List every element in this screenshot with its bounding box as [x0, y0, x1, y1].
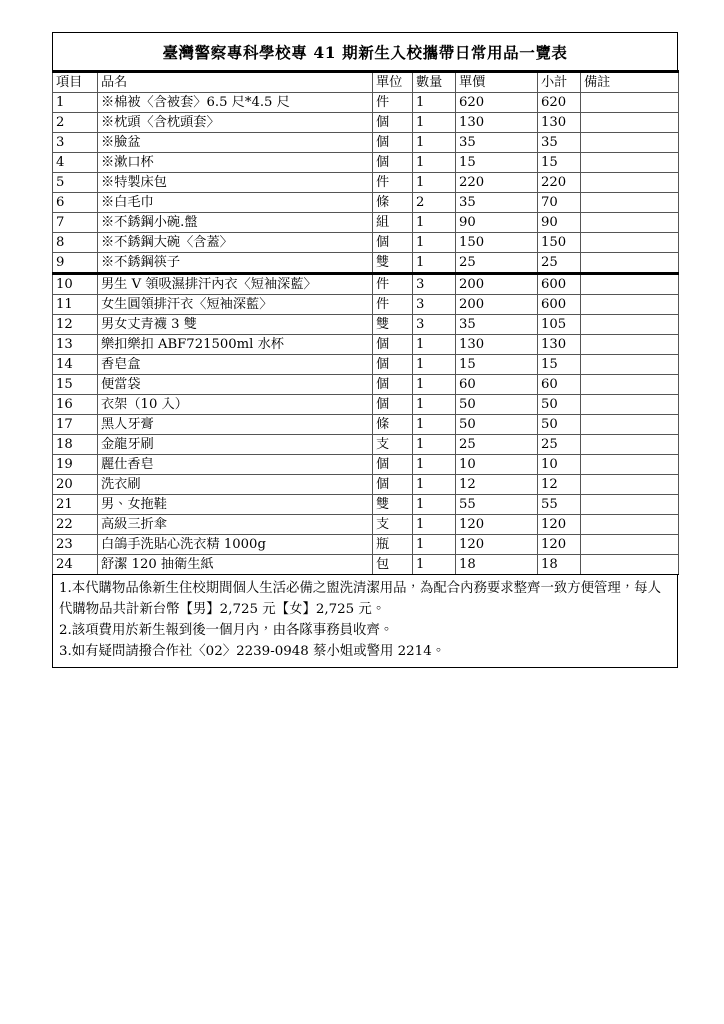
cell-unit: 個: [373, 133, 413, 153]
cell-unit: 個: [373, 375, 413, 395]
cell-subtotal: 18: [538, 555, 581, 575]
cell-unit: 支: [373, 435, 413, 455]
cell-name: ※白毛巾: [98, 193, 373, 213]
table-row: [53, 253, 679, 274]
table-row: [53, 93, 679, 113]
cell-note: [581, 193, 679, 213]
cell-note: [581, 93, 679, 113]
cell-name: 金龍牙刷: [98, 435, 373, 455]
cell-qty: 1: [413, 133, 456, 153]
cell-price: 15: [456, 153, 538, 173]
cell-unit: 個: [373, 335, 413, 355]
table-row: [53, 355, 679, 375]
table-row: [53, 515, 679, 535]
cell-name: ※枕頭〈含枕頭套〉: [98, 113, 373, 133]
cell-subtotal: 130: [538, 335, 581, 355]
cell-note: [581, 415, 679, 435]
cell-name: 麗仕香皂: [98, 455, 373, 475]
table-row: [53, 395, 679, 415]
cell-no: 21: [53, 495, 98, 515]
header-cell-price: 單價: [456, 72, 538, 93]
cell-subtotal: 600: [538, 274, 581, 295]
cell-price: 18: [456, 555, 538, 575]
cell-qty: 3: [413, 295, 456, 315]
table-row: [53, 315, 679, 335]
cell-unit: 條: [373, 193, 413, 213]
cell-price: 35: [456, 193, 538, 213]
document-page: [52, 32, 678, 668]
cell-note: [581, 395, 679, 415]
cell-subtotal: 15: [538, 355, 581, 375]
cell-price: 35: [456, 315, 538, 335]
cell-price: 620: [456, 93, 538, 113]
cell-note: [581, 295, 679, 315]
cell-no: 13: [53, 335, 98, 355]
cell-name: 香皂盒: [98, 355, 373, 375]
cell-subtotal: 90: [538, 213, 581, 233]
cell-note: [581, 133, 679, 153]
cell-qty: 2: [413, 193, 456, 213]
cell-unit: 個: [373, 233, 413, 253]
cell-no: 12: [53, 315, 98, 335]
cell-name: ※不銹鋼小碗.盤: [98, 213, 373, 233]
table-row: [53, 295, 679, 315]
table-row: [53, 535, 679, 555]
cell-price: 130: [456, 335, 538, 355]
cell-unit: 條: [373, 415, 413, 435]
cell-unit: 雙: [373, 253, 413, 274]
cell-note: [581, 335, 679, 355]
cell-qty: 1: [413, 435, 456, 455]
cell-unit: 瓶: [373, 535, 413, 555]
cell-unit: 件: [373, 173, 413, 193]
cell-qty: 1: [413, 495, 456, 515]
cell-qty: 1: [413, 113, 456, 133]
cell-qty: 3: [413, 274, 456, 295]
cell-unit: 件: [373, 274, 413, 295]
cell-qty: 1: [413, 455, 456, 475]
cell-no: 8: [53, 233, 98, 253]
page-title: 臺灣警察專科學校專 41 期新生入校攜帶日常用品一覽表: [162, 42, 568, 62]
cell-price: 35: [456, 133, 538, 153]
cell-qty: 1: [413, 515, 456, 535]
table-row: [53, 495, 679, 515]
cell-no: 9: [53, 253, 98, 274]
cell-price: 120: [456, 515, 538, 535]
cell-no: 15: [53, 375, 98, 395]
table-row: [53, 415, 679, 435]
table-row: [53, 193, 679, 213]
cell-name: 黑人牙膏: [98, 415, 373, 435]
cell-no: 14: [53, 355, 98, 375]
table-row: [53, 435, 679, 455]
cell-subtotal: 50: [538, 395, 581, 415]
cell-note: [581, 495, 679, 515]
cell-unit: 件: [373, 93, 413, 113]
cell-unit: 組: [373, 213, 413, 233]
cell-no: 10: [53, 274, 98, 295]
cell-no: 6: [53, 193, 98, 213]
cell-name: ※漱口杯: [98, 153, 373, 173]
cell-name: 衣架（10 入）: [98, 395, 373, 415]
cell-price: 50: [456, 395, 538, 415]
cell-no: 11: [53, 295, 98, 315]
cell-name: 男、女拖鞋: [98, 495, 373, 515]
document-title-band: [52, 32, 678, 70]
table-header-row: [53, 72, 679, 93]
cell-qty: 1: [413, 355, 456, 375]
cell-no: 4: [53, 153, 98, 173]
cell-price: 60: [456, 375, 538, 395]
cell-note: [581, 253, 679, 274]
cell-price: 150: [456, 233, 538, 253]
cell-qty: 1: [413, 535, 456, 555]
note-line-3: 3.如有疑問請撥合作社〈02〉2239-0948 蔡小姐或警用 2214。: [59, 644, 446, 659]
table-row: [53, 274, 679, 295]
cell-price: 200: [456, 295, 538, 315]
cell-name: 舒潔 120 抽衛生紙: [98, 555, 373, 575]
table-row: [53, 375, 679, 395]
cell-subtotal: 12: [538, 475, 581, 495]
cell-price: 220: [456, 173, 538, 193]
cell-unit: 個: [373, 113, 413, 133]
cell-price: 15: [456, 355, 538, 375]
cell-name: 女生圓領排汗衣〈短袖深藍〉: [98, 295, 373, 315]
cell-name: 高級三折傘: [98, 515, 373, 535]
table-row: [53, 455, 679, 475]
cell-name: 樂扣樂扣 ABF721500ml 水杯: [98, 335, 373, 355]
cell-note: [581, 455, 679, 475]
cell-note: [581, 375, 679, 395]
cell-note: [581, 173, 679, 193]
cell-price: 200: [456, 274, 538, 295]
header-cell-unit: 單位: [373, 72, 413, 93]
cell-subtotal: 70: [538, 193, 581, 213]
cell-price: 25: [456, 435, 538, 455]
cell-subtotal: 50: [538, 415, 581, 435]
cell-price: 90: [456, 213, 538, 233]
cell-qty: 1: [413, 555, 456, 575]
cell-unit: 件: [373, 295, 413, 315]
cell-name: 白鴿手洗貼心洗衣精 1000g: [98, 535, 373, 555]
cell-no: 5: [53, 173, 98, 193]
table-row: [53, 133, 679, 153]
cell-qty: 1: [413, 415, 456, 435]
cell-subtotal: 600: [538, 295, 581, 315]
cell-subtotal: 15: [538, 153, 581, 173]
cell-unit: 個: [373, 475, 413, 495]
cell-name: 男生 V 領吸濕排汗內衣〈短袖深藍〉: [98, 274, 373, 295]
cell-subtotal: 35: [538, 133, 581, 153]
cell-name: ※棉被〈含被套〉6.5 尺*4.5 尺: [98, 93, 373, 113]
cell-note: [581, 274, 679, 295]
cell-note: [581, 515, 679, 535]
cell-qty: 1: [413, 213, 456, 233]
header-cell-qty: 數量: [413, 72, 456, 93]
cell-subtotal: 120: [538, 515, 581, 535]
cell-name: 男女丈青襪 3 雙: [98, 315, 373, 335]
cell-qty: 1: [413, 233, 456, 253]
cell-qty: 1: [413, 153, 456, 173]
cell-note: [581, 475, 679, 495]
cell-note: [581, 315, 679, 335]
cell-subtotal: 10: [538, 455, 581, 475]
cell-name: 便當袋: [98, 375, 373, 395]
cell-unit: 包: [373, 555, 413, 575]
cell-qty: 1: [413, 335, 456, 355]
table-row: [53, 153, 679, 173]
header-cell-note: 備註: [581, 72, 679, 93]
cell-price: 120: [456, 535, 538, 555]
cell-subtotal: 130: [538, 113, 581, 133]
cell-no: 3: [53, 133, 98, 153]
table-row: [53, 213, 679, 233]
cell-qty: 1: [413, 253, 456, 274]
cell-unit: 支: [373, 515, 413, 535]
table-row: [53, 555, 679, 575]
cell-no: 18: [53, 435, 98, 455]
cell-no: 20: [53, 475, 98, 495]
cell-name: ※特製床包: [98, 173, 373, 193]
cell-unit: 個: [373, 395, 413, 415]
cell-qty: 1: [413, 173, 456, 193]
cell-subtotal: 105: [538, 315, 581, 335]
cell-no: 7: [53, 213, 98, 233]
cell-subtotal: 25: [538, 253, 581, 274]
cell-note: [581, 113, 679, 133]
cell-price: 50: [456, 415, 538, 435]
header-cell-subtotal: 小計: [538, 72, 581, 93]
cell-subtotal: 25: [538, 435, 581, 455]
cell-no: 23: [53, 535, 98, 555]
header-cell-no: 項目: [53, 72, 98, 93]
table-row: [53, 233, 679, 253]
cell-note: [581, 213, 679, 233]
cell-unit: 個: [373, 455, 413, 475]
cell-name: ※臉盆: [98, 133, 373, 153]
cell-price: 130: [456, 113, 538, 133]
cell-price: 25: [456, 253, 538, 274]
cell-price: 55: [456, 495, 538, 515]
cell-qty: 3: [413, 315, 456, 335]
cell-unit: 雙: [373, 495, 413, 515]
header-cell-name: 品名: [98, 72, 373, 93]
cell-qty: 1: [413, 375, 456, 395]
table-row: [53, 173, 679, 193]
cell-qty: 1: [413, 93, 456, 113]
note-line-2: 2.該項費用於新生報到後一個月內，由各隊事務員收齊。: [59, 623, 394, 638]
cell-subtotal: 150: [538, 233, 581, 253]
cell-no: 1: [53, 93, 98, 113]
cell-note: [581, 153, 679, 173]
cell-qty: 1: [413, 395, 456, 415]
cell-subtotal: 55: [538, 495, 581, 515]
cell-no: 24: [53, 555, 98, 575]
cell-subtotal: 620: [538, 93, 581, 113]
cell-subtotal: 220: [538, 173, 581, 193]
cell-name: 洗衣刷: [98, 475, 373, 495]
cell-unit: 個: [373, 355, 413, 375]
cell-note: [581, 435, 679, 455]
table-row: [53, 113, 679, 133]
cell-price: 10: [456, 455, 538, 475]
table-row: [53, 335, 679, 355]
note-line-1: 1.本代購物品係新生住校期間個人生活必備之盥洗清潔用品，為配合內務要求整齊一致方便管理，每人代購物品共計新台幣【男】2,725 元【女】2,725 元。: [59, 581, 661, 617]
cell-name: ※不銹鋼筷子: [98, 253, 373, 274]
cell-subtotal: 60: [538, 375, 581, 395]
cell-note: [581, 535, 679, 555]
cell-qty: 1: [413, 475, 456, 495]
cell-note: [581, 555, 679, 575]
cell-price: 12: [456, 475, 538, 495]
cell-note: [581, 355, 679, 375]
cell-unit: 雙: [373, 315, 413, 335]
cell-subtotal: 120: [538, 535, 581, 555]
cell-no: 17: [53, 415, 98, 435]
cell-no: 19: [53, 455, 98, 475]
goods-table: [52, 70, 679, 575]
cell-no: 22: [53, 515, 98, 535]
cell-no: 16: [53, 395, 98, 415]
cell-name: ※不銹鋼大碗〈含蓋〉: [98, 233, 373, 253]
table-row: [53, 475, 679, 495]
cell-note: [581, 233, 679, 253]
notes-block: [52, 575, 678, 668]
cell-no: 2: [53, 113, 98, 133]
cell-unit: 個: [373, 153, 413, 173]
